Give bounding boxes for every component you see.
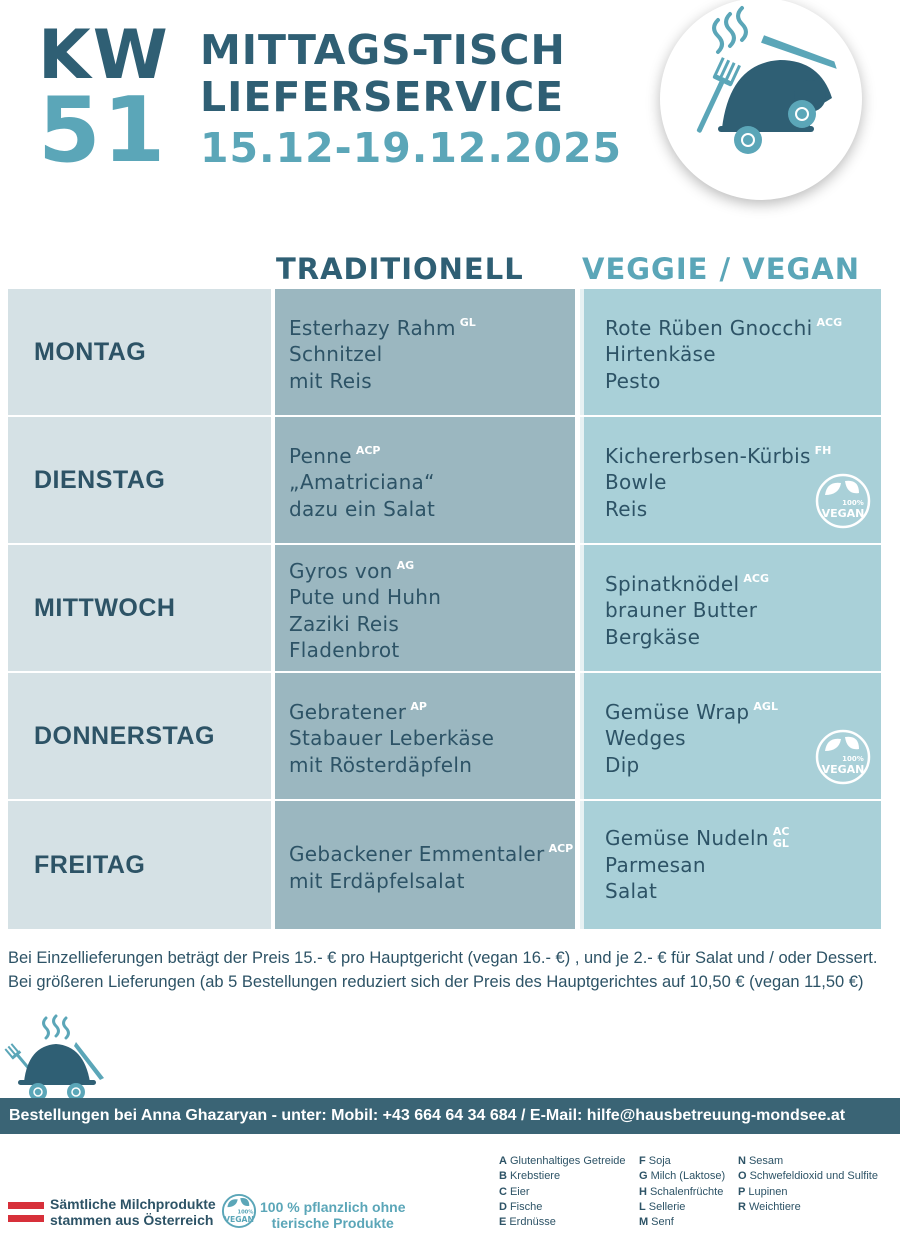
allergen-legend-item: N Sesam: [738, 1155, 784, 1167]
dish-line: Dip: [605, 752, 640, 777]
menu-row-friday: [8, 801, 881, 929]
dish-line: Penne: [289, 443, 352, 468]
calendar-week: [38, 16, 170, 183]
dish-line: Esterhazy Rahm: [289, 315, 456, 340]
dish-line: brauner Butter: [605, 598, 758, 623]
allergen-code-line: GL: [772, 837, 789, 851]
allergen-codes: GL: [459, 315, 476, 329]
dish-line: mit Rösterdäpfeln: [289, 752, 473, 777]
flag-stripe: [8, 1209, 44, 1216]
kw-number: 51: [38, 78, 168, 183]
day-cell: [8, 673, 273, 799]
dish-line: Reis: [605, 496, 648, 521]
price-notes: [8, 946, 877, 994]
veggie-dish-cell: [580, 545, 881, 671]
vegan-badge-label: VEGAN: [224, 1214, 254, 1224]
dish-line: Gebackener Emmentaler: [289, 842, 545, 866]
allergen-legend-item: G Milch (Laktose): [639, 1170, 726, 1183]
day-cell: [8, 417, 273, 543]
allergen-legend-item: E Erdnüsse: [499, 1216, 556, 1229]
allergen-code-line: AC: [772, 825, 790, 839]
dish-line: dazu ein Salat: [289, 496, 436, 521]
day-name: MONTAG: [34, 337, 147, 366]
dish-line: Stabauer Leberkäse: [289, 726, 495, 751]
vegan-badge-top: 100%: [842, 499, 864, 507]
delivery-cloche-icon: [660, 0, 862, 200]
allergen-legend-item: P Lupinen: [738, 1185, 788, 1198]
column-heading-veggie: VEGGIE / VEGAN: [582, 252, 861, 286]
traditional-dish: [289, 836, 573, 894]
allergen-legend-item: B Krebstiere: [499, 1170, 561, 1183]
day-cell: [8, 289, 273, 415]
traditional-dish: [289, 553, 441, 664]
menu-row-monday: [8, 289, 881, 417]
allergen-codes: AP: [410, 699, 427, 713]
veggie-dish-cell: [580, 289, 881, 415]
traditional-dish: [289, 438, 435, 523]
traditional-dish-cell: [275, 545, 575, 671]
date-range: 15.12-19.12.2025: [200, 124, 623, 172]
austria-flag-icon: [8, 1202, 44, 1222]
milk-origin-note: [50, 1196, 216, 1228]
page-title: [200, 26, 623, 172]
allergen-legend-column: [639, 1154, 738, 1230]
allergen-legend: [499, 1154, 878, 1230]
day-cell: [8, 801, 273, 929]
allergen-legend-item: C Eier: [499, 1185, 530, 1198]
dish-line: Pute und Huhn: [289, 585, 442, 609]
traditional-dish-cell: [275, 673, 575, 799]
allergen-legend-item: R Weichtiere: [738, 1200, 801, 1213]
dish-line: mit Reis: [289, 368, 372, 393]
allergen-codes: ACG: [816, 315, 843, 329]
dish-line: Bergkäse: [605, 624, 701, 649]
allergen-legend-item: A Glutenhaltiges Getreide: [499, 1155, 626, 1167]
flag-stripe: [8, 1202, 44, 1209]
dish-line: Salat: [605, 879, 658, 904]
allergen-codes: [773, 826, 790, 850]
flag-stripe: [8, 1215, 44, 1222]
vegan-note-line: tierische Produkte: [271, 1215, 394, 1231]
traditional-dish: [289, 310, 476, 395]
dish-line: Fladenbrot: [289, 638, 400, 662]
veggie-dish-cell: [580, 801, 881, 929]
veggie-dish-cell: [580, 417, 881, 543]
dish-line: Wedges: [605, 726, 686, 751]
delivery-logo: [660, 0, 862, 200]
allergen-legend-item: D Fische: [499, 1200, 543, 1213]
allergen-legend-item: O Schwefeldioxid und Sulfite: [738, 1170, 878, 1183]
dish-line: Schnitzel: [289, 342, 383, 367]
traditional-dish-cell: [275, 289, 575, 415]
price-note-single: Bei Einzellieferungen beträgt der Preis 15.- € pro Hauptgericht (vegan 16.- €) , und je 2.- € für Salat und / oder Dessert.: [8, 949, 878, 967]
dish-line: Gebratener: [289, 699, 407, 724]
vegan-note-line: 100 % pflanzlich ohne: [260, 1199, 406, 1215]
kw-label: KW: [38, 16, 170, 95]
allergen-codes: ACP: [355, 443, 381, 457]
allergen-legend-item: F Soja: [639, 1155, 671, 1167]
veggie-dish: [605, 694, 778, 779]
day-name: MITTWOCH: [34, 593, 176, 622]
veggie-dish: [605, 310, 842, 395]
vegan-leaf-icon: [815, 473, 871, 529]
dish-line: mit Erdäpfelsalat: [289, 868, 465, 893]
menu-row-tuesday: [8, 417, 881, 545]
day-name: DONNERSTAG: [34, 721, 215, 750]
vegan-leaf-icon: [815, 729, 871, 785]
day-cell: [8, 545, 273, 671]
allergen-legend-column: [738, 1154, 878, 1230]
dish-line: Pesto: [605, 368, 661, 393]
dish-line: Kichererbsen-Kürbis: [605, 443, 811, 468]
veggie-dish: [605, 566, 769, 651]
allergen-codes: FH: [814, 443, 832, 457]
allergen-codes: AGL: [753, 699, 778, 713]
allergen-codes: ACG: [743, 571, 769, 585]
vegan-badge-top: 100%: [237, 1209, 254, 1216]
vegan-leaf-icon: [221, 1193, 257, 1229]
veggie-dish: [605, 825, 789, 905]
dish-line: „Amatriciana“: [289, 470, 435, 495]
dish-line: Spinatknödel: [605, 571, 740, 596]
dish-line: Gyros von: [289, 558, 393, 583]
day-name: DIENSTAG: [34, 465, 166, 494]
vegan-badge-label: VEGAN: [821, 507, 865, 520]
vegan-note: [260, 1199, 405, 1231]
menu-row-thursday: [8, 673, 881, 801]
contact-bar: Bestellungen bei Anna Ghazaryan - unter: Mobil: +43 664 64 34 684 / E-Mail: hilfe@hausbetreuung-mondsee.at: [0, 1098, 900, 1134]
title-line-2: LIEFERSERVICE: [200, 73, 565, 121]
dish-line: Parmesan: [605, 852, 706, 877]
traditional-dish: [289, 694, 494, 779]
dish-line: Bowle: [605, 470, 667, 495]
dish-line: Hirtenkäse: [605, 342, 716, 367]
column-heading-traditional: TRADITIONELL: [276, 252, 524, 286]
allergen-legend-column: [499, 1154, 639, 1230]
traditional-dish-cell: [275, 801, 575, 929]
price-note-bulk: Bei größeren Lieferungen (ab 5 Bestellungen reduziert sich der Preis des Hauptgerichtes auf 10,50 € (vegan 11,50 €): [8, 973, 864, 991]
milk-note-line: Sämtliche Milchprodukte: [50, 1196, 216, 1212]
allergen-codes: AG: [396, 558, 415, 572]
delivery-cloche-icon: [4, 1012, 109, 1104]
dish-line: Rote Rüben Gnocchi: [605, 315, 813, 340]
day-name: FREITAG: [34, 850, 146, 879]
traditional-dish-cell: [275, 417, 575, 543]
menu-table: [8, 289, 881, 929]
menu-row-wednesday: [8, 545, 881, 673]
title-line-1: MITTAGS-TISCH: [200, 26, 566, 74]
veggie-dish: [605, 438, 831, 523]
dish-line: Gemüse Nudeln: [605, 826, 769, 851]
milk-note-line: stammen aus Österreich: [50, 1212, 214, 1228]
dish-line: Zaziki Reis: [289, 611, 400, 636]
allergen-codes: ACP: [548, 842, 574, 855]
veggie-dish-cell: [580, 673, 881, 799]
vegan-badge-label: VEGAN: [821, 763, 865, 776]
dish-line: Gemüse Wrap: [605, 699, 750, 724]
vegan-badge-top: 100%: [842, 755, 864, 763]
allergen-legend-item: L Sellerie: [639, 1200, 686, 1213]
allergen-legend-item: H Schalenfrüchte: [639, 1185, 724, 1198]
allergen-legend-item: M Senf: [639, 1216, 674, 1229]
